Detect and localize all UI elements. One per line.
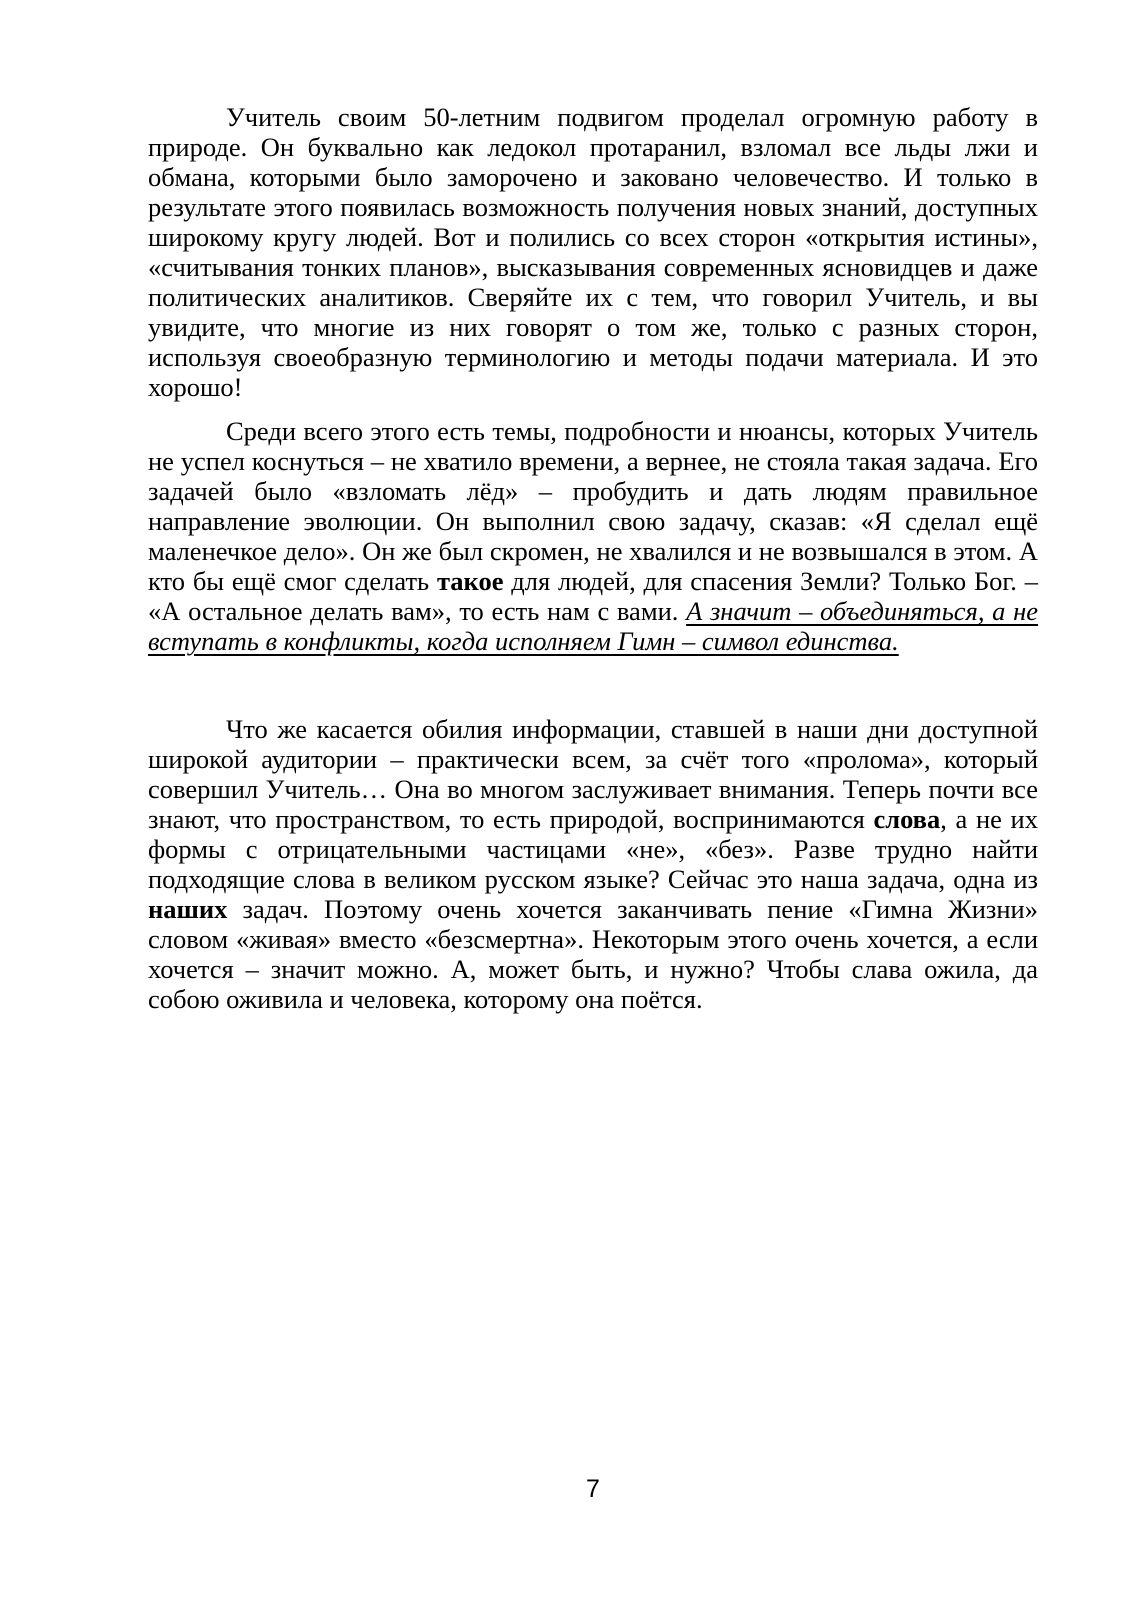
text-run-bold: наших: [148, 894, 228, 924]
page-number: 7: [586, 1475, 600, 1503]
text-run: , а не их формы с отрицательными частицами «не», «без». Разве трудно найти подходящие слова в великом русском языке? Сейчас это наша задача, одна из: [148, 804, 1038, 894]
text-run: Что же касается обилия информации, ставшей в наши дни доступной широкой аудитории – практически всем, за счёт того «пролома», который совершил Учитель… Она во многом заслуживает внимания. Теперь почти все знают, что пространством, то есть природой, воспринимаются: [148, 714, 1038, 834]
text-run: Среди всего этого есть темы, подробности и нюансы, которых Учитель не успел коснуться – не хватило времени, а вернее, не стояла такая задача. Его задачей было «взломать лёд» – пробудить и дать людям правильное направление эволюции. Он выполнил свою задачу, сказав: «Я сделал ещё маленечкое дело». Он же был скромен, не хвалился и не возвышался в этом. А кто бы ещё смог сделать: [148, 416, 1038, 596]
text-run: для людей, для спасения Земли? Только Бог. – «А остальное делать вам», то есть нам с вами.: [148, 566, 1038, 626]
empty-paragraph: [148, 670, 1038, 700]
text-run: Учитель своим 50-летним подвигом проделал огромную работу в природе. Он буквально как ледокол протаранил, взломал все льды лжи и обмана, которыми было заморочено и заковано человечество. И только в результате этого появилась возможность получения новых знаний, доступных широкому кругу людей. Вот и полились со всех сторон «открытия истины», «считывания тонких планов», высказывания современных ясновидцев и даже политических аналитиков. Сверяйте их с тем, что говорил Учитель, и вы увидите, что многие из них говорят о том же, только с разных сторон, используя своеобразную терминологию и методы подачи материала. И это хорошо!: [148, 102, 1038, 402]
page-body-text: [148, 102, 1038, 1014]
paragraph-2: [148, 416, 1038, 656]
text-run-bold: слова: [873, 804, 941, 834]
text-run: задач. Поэтому очень хочется заканчивать пение «Гимна Жизни» словом «живая» вместо «безсмертна». Некоторым этого очень хочется, а если хочется – значит можно. А, может быть, и нужно? Чтобы слава ожила, да собою оживила и человека, которому она поётся.: [148, 894, 1038, 1014]
text-run-bold: такое: [436, 566, 504, 596]
paragraph-3: [148, 714, 1038, 1014]
paragraph-1: [148, 102, 1038, 402]
text-run-italic-underline: А значит – объединяться, а не вступать в конфликты, когда исполняем Гимн – символ единства.: [148, 596, 1039, 656]
